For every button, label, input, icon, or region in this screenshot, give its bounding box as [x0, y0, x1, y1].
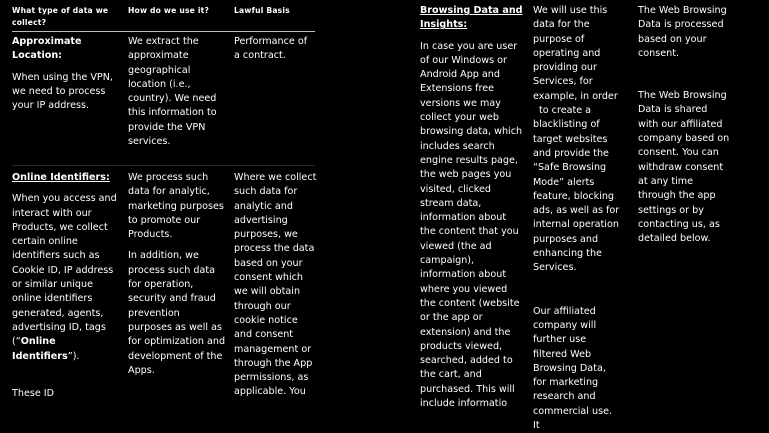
row-use-browsing-2: Our affiliated company will further use filtered Web Browsing Data, for marketing research and commercial use. It	[533, 305, 613, 432]
row-use-identifiers-2: In addition, we process such data for operation, security and fraud prevention purposes as well as for optimization and development of the Apps.	[128, 250, 226, 376]
row-divider	[12, 165, 315, 166]
table-row-browsing-type	[420, 4, 524, 411]
table-row-location-type	[12, 35, 116, 113]
header-lawful-basis: Lawful Basis	[234, 6, 290, 15]
row-basis-identifiers: Where we collect such data for analytic and advertising purposes, we process the data based on your consent which we will obtain through our cookie notice and consent management or through the App permissions, as applicable. You	[234, 172, 317, 398]
online-identifiers-term: Online Identifiers	[12, 336, 68, 362]
row-basis-location: Performance of a contract.	[234, 36, 308, 62]
table-row-identifiers-type	[12, 171, 120, 401]
table-row-browsing-basis	[638, 4, 730, 246]
row-desc-location: When using the VPN, we need to process your IP address.	[12, 71, 113, 112]
row-title-location: Approximate Location:	[12, 36, 82, 62]
header-data-type: What type of data we collect?	[12, 6, 109, 27]
row-title-browsing: Browsing Data and Insights:	[420, 5, 523, 31]
row-use-identifiers-1: We process such data for analytic, marketing purposes to promote our Products.	[128, 172, 224, 241]
table-row-identifiers-use	[128, 171, 226, 378]
row-basis-browsing-2: The Web Browsing Data is shared with our affiliated company based on consent. You can withdraw consent at any time through the app settings or by contacting us, as detailed below.	[638, 90, 730, 245]
row-desc-identifiers: When you access and interact with our Products, we collect certain online identifiers such as Cookie ID, IP address or similar unique online identifiers generated, agents, advertising ID, tags (“Online Identifiers”).	[12, 193, 117, 362]
row-use-location: We extract the approximate geographical location (i.e., country). We need this information to provide the VPN services.	[128, 36, 217, 148]
row-desc-identifiers-tail: These ID	[12, 387, 55, 399]
row-title-identifiers: Online Identifiers:	[12, 172, 110, 183]
header-divider	[12, 31, 315, 32]
table-row-browsing-use	[533, 4, 621, 433]
row-use-browsing-1b: to create a blacklisting of target websites and provide the “Safe Browsing Mode” alerts feature, blocking ads, as well as for internal operation purposes and enhancing the Services.	[533, 105, 620, 274]
row-desc-browsing: In case you are user of our Windows or Android App and Extensions free versions we may collect your web browsing data, which includes search engine results page, the web pages you visited, clicked stream data, information about the content that you viewed (the ad campaign), information about where you viewed the content (website or the app or extension) and the products viewed, searched, added to the cart, and purchased. This will include informatio	[420, 40, 523, 410]
row-use-browsing-1: We will use this data for the purpose of operating and providing our Services, for example, in order	[533, 5, 618, 102]
row-basis-browsing-1: The Web Browsing Data is processed based on your consent.	[638, 5, 727, 59]
header-usage: How do we use it?	[128, 6, 210, 15]
